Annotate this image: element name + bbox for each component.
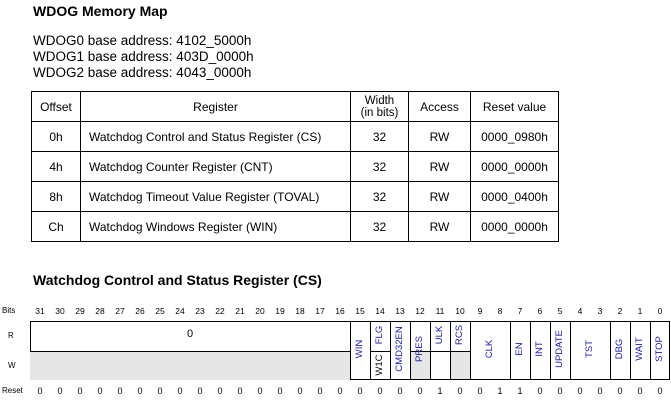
cell-offset: 4h	[32, 152, 81, 182]
reset-bit-value: 0	[417, 386, 423, 396]
bit-number: 24	[175, 306, 185, 316]
cell-offset: Ch	[32, 212, 81, 242]
bit-number: 18	[295, 306, 305, 316]
field-ulk: ULK	[434, 325, 445, 345]
bit-number: 8	[497, 306, 503, 316]
cell-register: Watchdog Windows Register (WIN)	[81, 212, 351, 242]
field-pres: PRES	[414, 336, 425, 362]
cell-reset: 0000_0000h	[471, 212, 559, 242]
reserved-read-value: 0	[186, 328, 194, 340]
header-width-line2: (in bits)	[360, 106, 399, 119]
read-row-label: R	[8, 331, 14, 340]
cell-reset: 0000_0000h	[471, 152, 559, 182]
bit-number: 5	[557, 306, 563, 316]
reset-bit-value: 0	[37, 386, 43, 396]
field-tst: TST	[584, 340, 595, 358]
bit-number: 3	[597, 306, 603, 316]
field-stop: STOP	[654, 336, 665, 362]
reset-bit-value: 0	[457, 386, 463, 396]
cell-width: 32	[351, 182, 409, 212]
reset-bit-value: 0	[57, 386, 63, 396]
cell-width: 32	[351, 122, 409, 152]
field-divider	[610, 321, 611, 380]
cell-register: Watchdog Timeout Value Register (TOVAL)	[81, 182, 351, 212]
field-cmd32en: CMD32EN	[394, 326, 405, 372]
field-clk: CLK	[484, 339, 495, 359]
reset-bit-value: 0	[597, 386, 603, 396]
cell-access: RW	[409, 152, 471, 182]
field-flg: FLG	[374, 325, 385, 345]
bit-number: 11	[435, 306, 445, 316]
field-rcs: RCS	[454, 324, 465, 346]
bit-number: 22	[215, 306, 225, 316]
rcs-write-cell	[451, 351, 470, 379]
bit-number: 23	[195, 306, 205, 316]
bit-number: 27	[115, 306, 125, 316]
bit-number: 2	[617, 306, 623, 316]
bit-number: 12	[415, 306, 425, 316]
bit-number: 29	[75, 306, 85, 316]
cell-offset: 0h	[32, 122, 81, 152]
cell-access: RW	[409, 182, 471, 212]
field-divider	[470, 321, 471, 380]
field-win: WIN	[354, 339, 365, 359]
bit-number: 20	[255, 306, 265, 316]
memory-map-table	[31, 91, 559, 242]
bit-number: 10	[455, 306, 465, 316]
bit-number: 4	[577, 306, 583, 316]
field-divider	[530, 321, 531, 380]
write-row-label: W	[8, 361, 16, 370]
reset-bit-value: 0	[117, 386, 123, 396]
field-flg-w1c: W1C	[374, 354, 385, 376]
reserved-write-area	[30, 351, 350, 380]
bit-number: 28	[95, 306, 105, 316]
bit-number: 0	[657, 306, 663, 316]
reset-bit-value: 0	[357, 386, 363, 396]
reset-bit-value: 0	[237, 386, 243, 396]
cell-width: 32	[351, 212, 409, 242]
cell-access: RW	[409, 122, 471, 152]
reset-bit-value: 0	[257, 386, 263, 396]
bit-number: 6	[537, 306, 543, 316]
bit-number: 21	[235, 306, 245, 316]
reset-bit-value: 0	[177, 386, 183, 396]
reset-bit-value: 0	[537, 386, 543, 396]
page-title: WDOG Memory Map	[33, 3, 168, 19]
bit-number: 30	[55, 306, 65, 316]
cell-access: RW	[409, 212, 471, 242]
base-address-wdog1: WDOG1 base address: 403D_0000h	[33, 49, 254, 64]
cell-reset: 0000_0980h	[471, 122, 559, 152]
reset-bit-value: 0	[137, 386, 143, 396]
field-divider	[510, 321, 511, 380]
reset-bit-value: 0	[297, 386, 303, 396]
reset-bit-value: 0	[377, 386, 383, 396]
field-update: UPDATE	[554, 330, 565, 368]
reset-bit-value: 0	[397, 386, 403, 396]
cell-register: Watchdog Counter Register (CNT)	[81, 152, 351, 182]
reset-bit-value: 0	[217, 386, 223, 396]
reset-bit-value: 0	[317, 386, 323, 396]
reset-bit-value: 0	[617, 386, 623, 396]
base-address-list	[33, 33, 254, 81]
cell-offset: 8h	[32, 182, 81, 212]
reset-bit-value: 0	[197, 386, 203, 396]
reset-bit-value: 0	[77, 386, 83, 396]
bits-row-label: Bits	[2, 306, 16, 315]
header-offset: Offset	[32, 92, 81, 122]
bit-number: 7	[517, 306, 523, 316]
cell-register: Watchdog Control and Status Register (CS)	[81, 122, 351, 152]
field-divider	[350, 321, 351, 380]
reset-bit-value: 0	[477, 386, 483, 396]
header-width-line1: Width	[364, 94, 395, 107]
table-header-row	[32, 92, 559, 122]
reset-bit-value: 0	[277, 386, 283, 396]
table-row	[32, 182, 559, 212]
field-divider	[570, 321, 571, 380]
field-divider	[650, 321, 651, 380]
cell-reset: 0000_0400h	[471, 182, 559, 212]
cs-register-title: Watchdog Control and Status Register (CS)	[33, 272, 322, 288]
header-width	[351, 92, 409, 122]
table-row	[32, 152, 559, 182]
field-dbg: DBG	[614, 338, 625, 360]
bit-number: 16	[335, 306, 345, 316]
bit-number: 13	[395, 306, 405, 316]
reset-bit-value: 0	[97, 386, 103, 396]
cell-width: 32	[351, 152, 409, 182]
bit-number: 14	[375, 306, 385, 316]
bit-number: 1	[637, 306, 643, 316]
reset-bit-value: 0	[637, 386, 643, 396]
field-int: INT	[534, 341, 545, 357]
reset-bit-value: 1	[437, 386, 443, 396]
reset-bit-value: 0	[557, 386, 563, 396]
reset-bit-value: 0	[157, 386, 163, 396]
field-divider	[630, 321, 631, 380]
reset-bit-value: 1	[517, 386, 523, 396]
reset-bit-value: 0	[577, 386, 583, 396]
field-divider	[550, 321, 551, 380]
reset-bit-value: 0	[657, 386, 663, 396]
reset-bit-value: 0	[337, 386, 343, 396]
bit-number: 25	[155, 306, 165, 316]
bit-number: 15	[355, 306, 365, 316]
table-row	[32, 212, 559, 242]
reset-bit-value: 1	[497, 386, 503, 396]
header-access: Access	[409, 92, 471, 122]
bit-number: 9	[477, 306, 483, 316]
field-en: EN	[514, 342, 525, 356]
header-register: Register	[81, 92, 351, 122]
bit-number: 19	[275, 306, 285, 316]
bit-number: 17	[315, 306, 325, 316]
bit-number: 31	[35, 306, 45, 316]
field-divider	[390, 321, 391, 380]
header-reset-value: Reset value	[471, 92, 559, 122]
base-address-wdog0: WDOG0 base address: 4102_5000h	[33, 33, 252, 48]
bit-number: 26	[135, 306, 145, 316]
base-address-wdog2: WDOG2 base address: 4043_0000h	[33, 65, 252, 80]
table-row	[32, 122, 559, 152]
field-wait: WAIT	[634, 337, 645, 361]
reset-row-label: Reset	[2, 386, 23, 395]
